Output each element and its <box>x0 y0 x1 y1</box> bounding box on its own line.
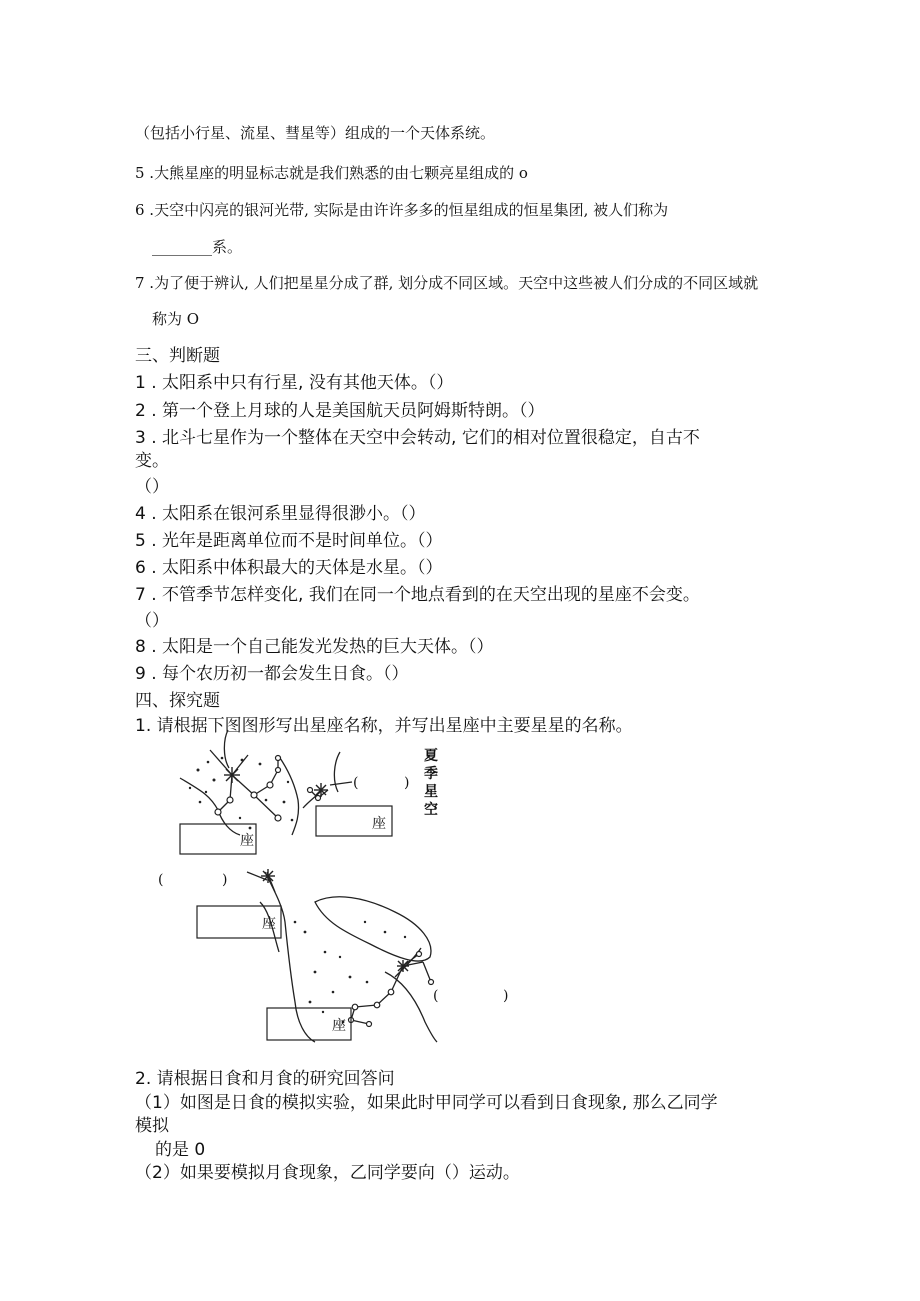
fig2-paren-open-right: ( <box>433 988 439 1004</box>
fill-in-4-tail: （包括小行星、流星、彗星等）组成的一个天体系统。 <box>135 124 496 142</box>
fig2-paren-close-left: ) <box>222 872 228 888</box>
fig2-box-label-top: 座 <box>262 916 276 932</box>
judge-q3: 3 . 北斗七星作为一个整体在天空中会转动, 它们的相对位置很稳定，自古不 <box>135 428 700 448</box>
judge-q3-c: （） <box>135 477 169 497</box>
explore-q2-1-c: 的是 0 <box>155 1140 206 1160</box>
judge-q4: 4 . 太阳系在银河系里显得很渺小。（） <box>135 504 426 524</box>
explore-q1: 1. 请根据下图图形写出星座名称，并写出星座中主要星星的名称。 <box>135 716 633 736</box>
fig1-title-3: 星 <box>424 784 438 800</box>
fig1-paren-open: ( <box>353 775 359 791</box>
judge-q6: 6 . 太阳系中体积最大的天体是水星。（） <box>135 558 443 578</box>
explore-q2-1: （1）如图是日食的模拟实验，如果此时甲同学可以看到日食现象, 那么乙同学 <box>135 1093 718 1113</box>
judge-q3-b: 变。 <box>135 451 169 471</box>
fig1-title-4: 空 <box>424 802 438 818</box>
fig2-paren-close-right: ) <box>503 988 509 1004</box>
judge-q1: 1 . 太阳系中只有行星, 没有其他天体。（） <box>135 373 454 393</box>
fig1-title-1: 夏 <box>424 748 438 764</box>
fig1-title-2: 季 <box>424 766 438 782</box>
fill-in-7-b: 称为 O <box>152 310 200 328</box>
fig2-paren-open-left: ( <box>158 872 164 888</box>
fig1-box-label-right: 座 <box>372 816 386 832</box>
explore-heading: 四、探究题 <box>135 691 220 711</box>
judge-q7: 7 . 不管季节怎样变化, 我们在同一个地点看到的在天空出现的星座不会变。 <box>135 585 700 605</box>
fig1-paren-close: ) <box>404 775 410 791</box>
fill-in-6-blank: ________系。 <box>152 238 243 256</box>
judge-q5: 5 . 光年是距离单位而不是时间单位。（） <box>135 531 443 551</box>
fig1-box-label-left: 座 <box>240 833 254 849</box>
judge-q7-b: （） <box>135 611 169 631</box>
fig2-box-label-bottom: 座 <box>332 1018 346 1034</box>
judge-q9: 9 . 每个农历初一都会发生日食。（） <box>135 664 409 684</box>
judge-q8: 8 . 太阳是一个自己能发光发热的巨大天体。（） <box>135 637 494 657</box>
judge-q2: 2 . 第一个登上月球的人是美国航天员阿姆斯特朗。（） <box>135 401 545 421</box>
explore-q2-2: （2）如果要模拟月食现象，乙同学要向（）运动。 <box>135 1163 520 1183</box>
fill-in-7: 7 .为了便于辨认, 人们把星星分成了群, 划分成不同区域。天空中这些被人们分成的不同区域就 <box>135 274 759 292</box>
judge-heading: 三、判断题 <box>135 346 220 366</box>
explore-q2: 2. 请根据日食和月食的研究回答问 <box>135 1069 395 1089</box>
explore-q2-1-b: 模拟 <box>135 1116 169 1136</box>
fill-in-5: 5 .大熊星座的明显标志就是我们熟悉的由七颗亮星组成的 o <box>135 164 528 182</box>
fill-in-6: 6 .天空中闪亮的银河光带, 实际是由许许多多的恒星组成的恒星集团, 被人们称为 <box>135 201 669 219</box>
